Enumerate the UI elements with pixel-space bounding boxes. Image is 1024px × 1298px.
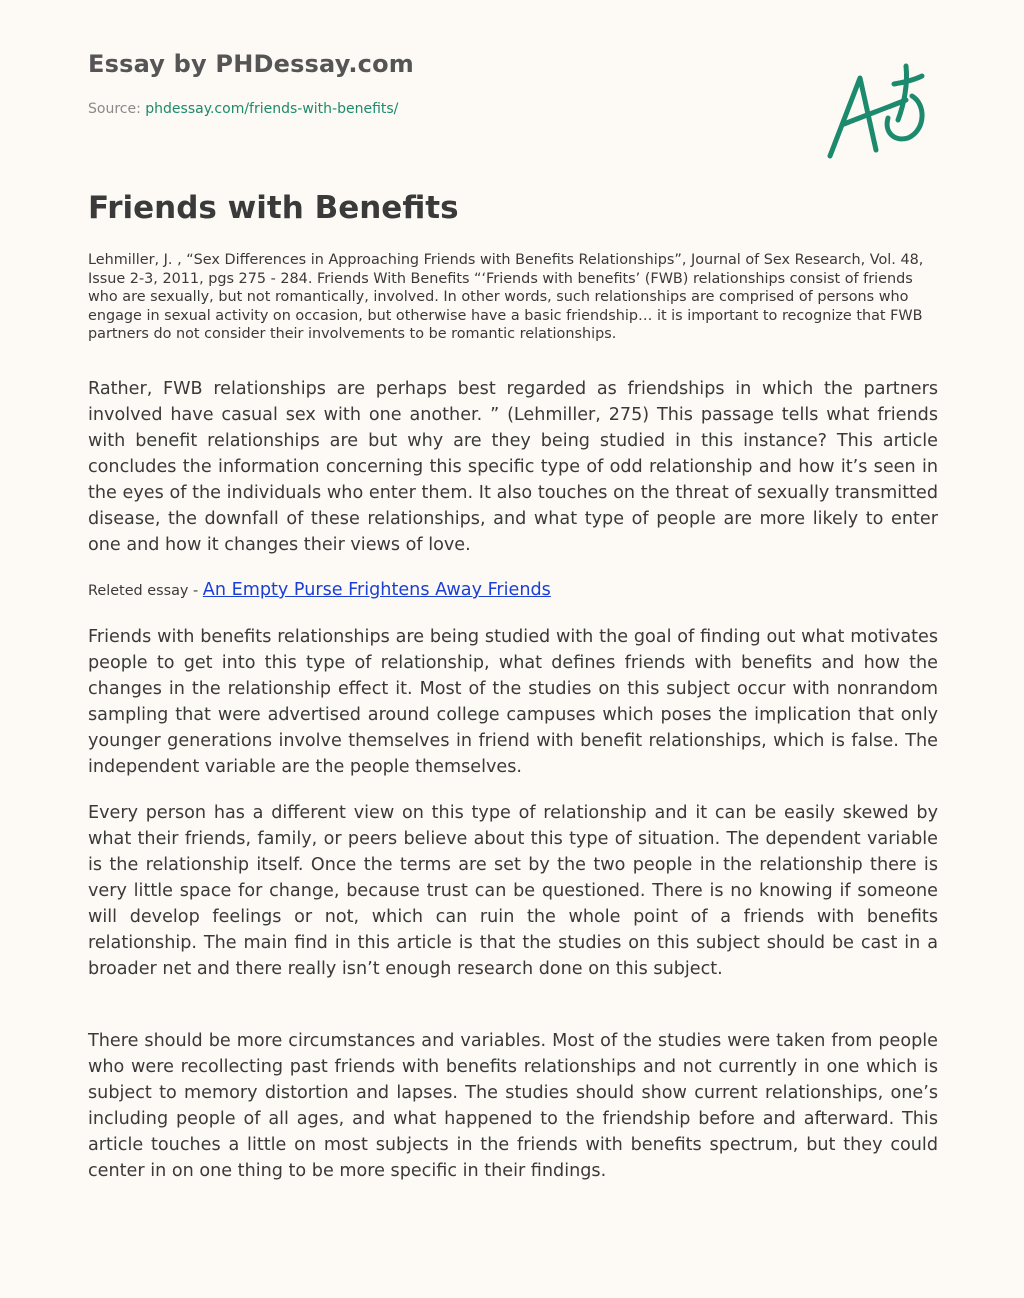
related-label: Releted essay - (88, 583, 203, 599)
related-essay (88, 580, 551, 600)
body-paragraph-3: Every person has a different view on this type of relationship and it can be easily skewed by what their friends, family, or peers believe about this type of situation. The dependent variable is the relationship itself. Once the terms are set by the two people in the relationship there is very little space for change, because trust can be questioned. There is no knowing if someone will develop feelings or not, which can ruin the whole point of a friends with benefits relationship. The main find in this article is that the studies on this subject should be cast in a broader net and there really isn’t enough research done on this subject. (88, 803, 938, 979)
body-paragraph-4: There should be more circumstances and variables. Most of the studies were taken from people who were recollecting past friends with benefits relationships and not currently in one which is subject to memory distortion and lapses. The studies should show current relationships, one’s including people of all ages, and what happened to the friendship before and afterward. This article touches a little on most subjects in the friends with benefits spectrum, but they could center in on one thing to be more specific in their findings. (88, 1031, 938, 1181)
essay-title: Friends with Benefits (88, 190, 459, 226)
body-paragraph-2: Friends with benefits relationships are being studied with the goal of finding out what motivates people to get into this type of relationship, what defines friends with benefits and how the changes in the relationship effect it. Most of the studies on this subject occur with nonrandom sampling that were advertised around college campuses which poses the implication that only younger generations involve themselves in friend with benefit relationships, which is false. The independent variable are the people themselves. (88, 627, 938, 777)
body-paragraph-1: Rather, FWB relationships are perhaps best regarded as friendships in which the partners involved have casual sex with one another. ” (Lehmiller, 275) This passage tells what friends with benefit relationships are but why are they being studied in this instance? This article concludes the information concerning this specific type of odd relationship and how it’s seen in the eyes of the individuals who enter them. It also touches on the threat of sexually transmitted disease, the downfall of these relationships, and what type of people are more likely to enter one and how it changes their views of love. (88, 379, 938, 555)
site-title: Essay by PHDessay.com (88, 50, 414, 78)
source-label: Source: (88, 101, 146, 117)
related-essay-link[interactable]: An Empty Purse Frightens Away Friends (202, 580, 551, 600)
source-line (88, 101, 398, 117)
source-link[interactable]: phdessay.com/friends-with-benefits/ (145, 101, 399, 117)
a-plus-logo-icon (818, 60, 938, 170)
abstract-paragraph: Lehmiller, J. , “Sex Differences in Approaching Friends with Benefits Relationships”, Journal of Sex Research, Vol. 48, Issue 2-3, 2011, pgs 275 - 284. Friends With Benefits “‘Friends with benefits’ (FWB) relationships consist of friends who are sexually, but not romantically, involved. In other words, such relationships are comprised of persons who engage in sexual activity on occasion, but otherwise have a basic friendship… it is important to recognize that FWB partners do not consider their involvements to be romantic relationships. (88, 252, 924, 342)
